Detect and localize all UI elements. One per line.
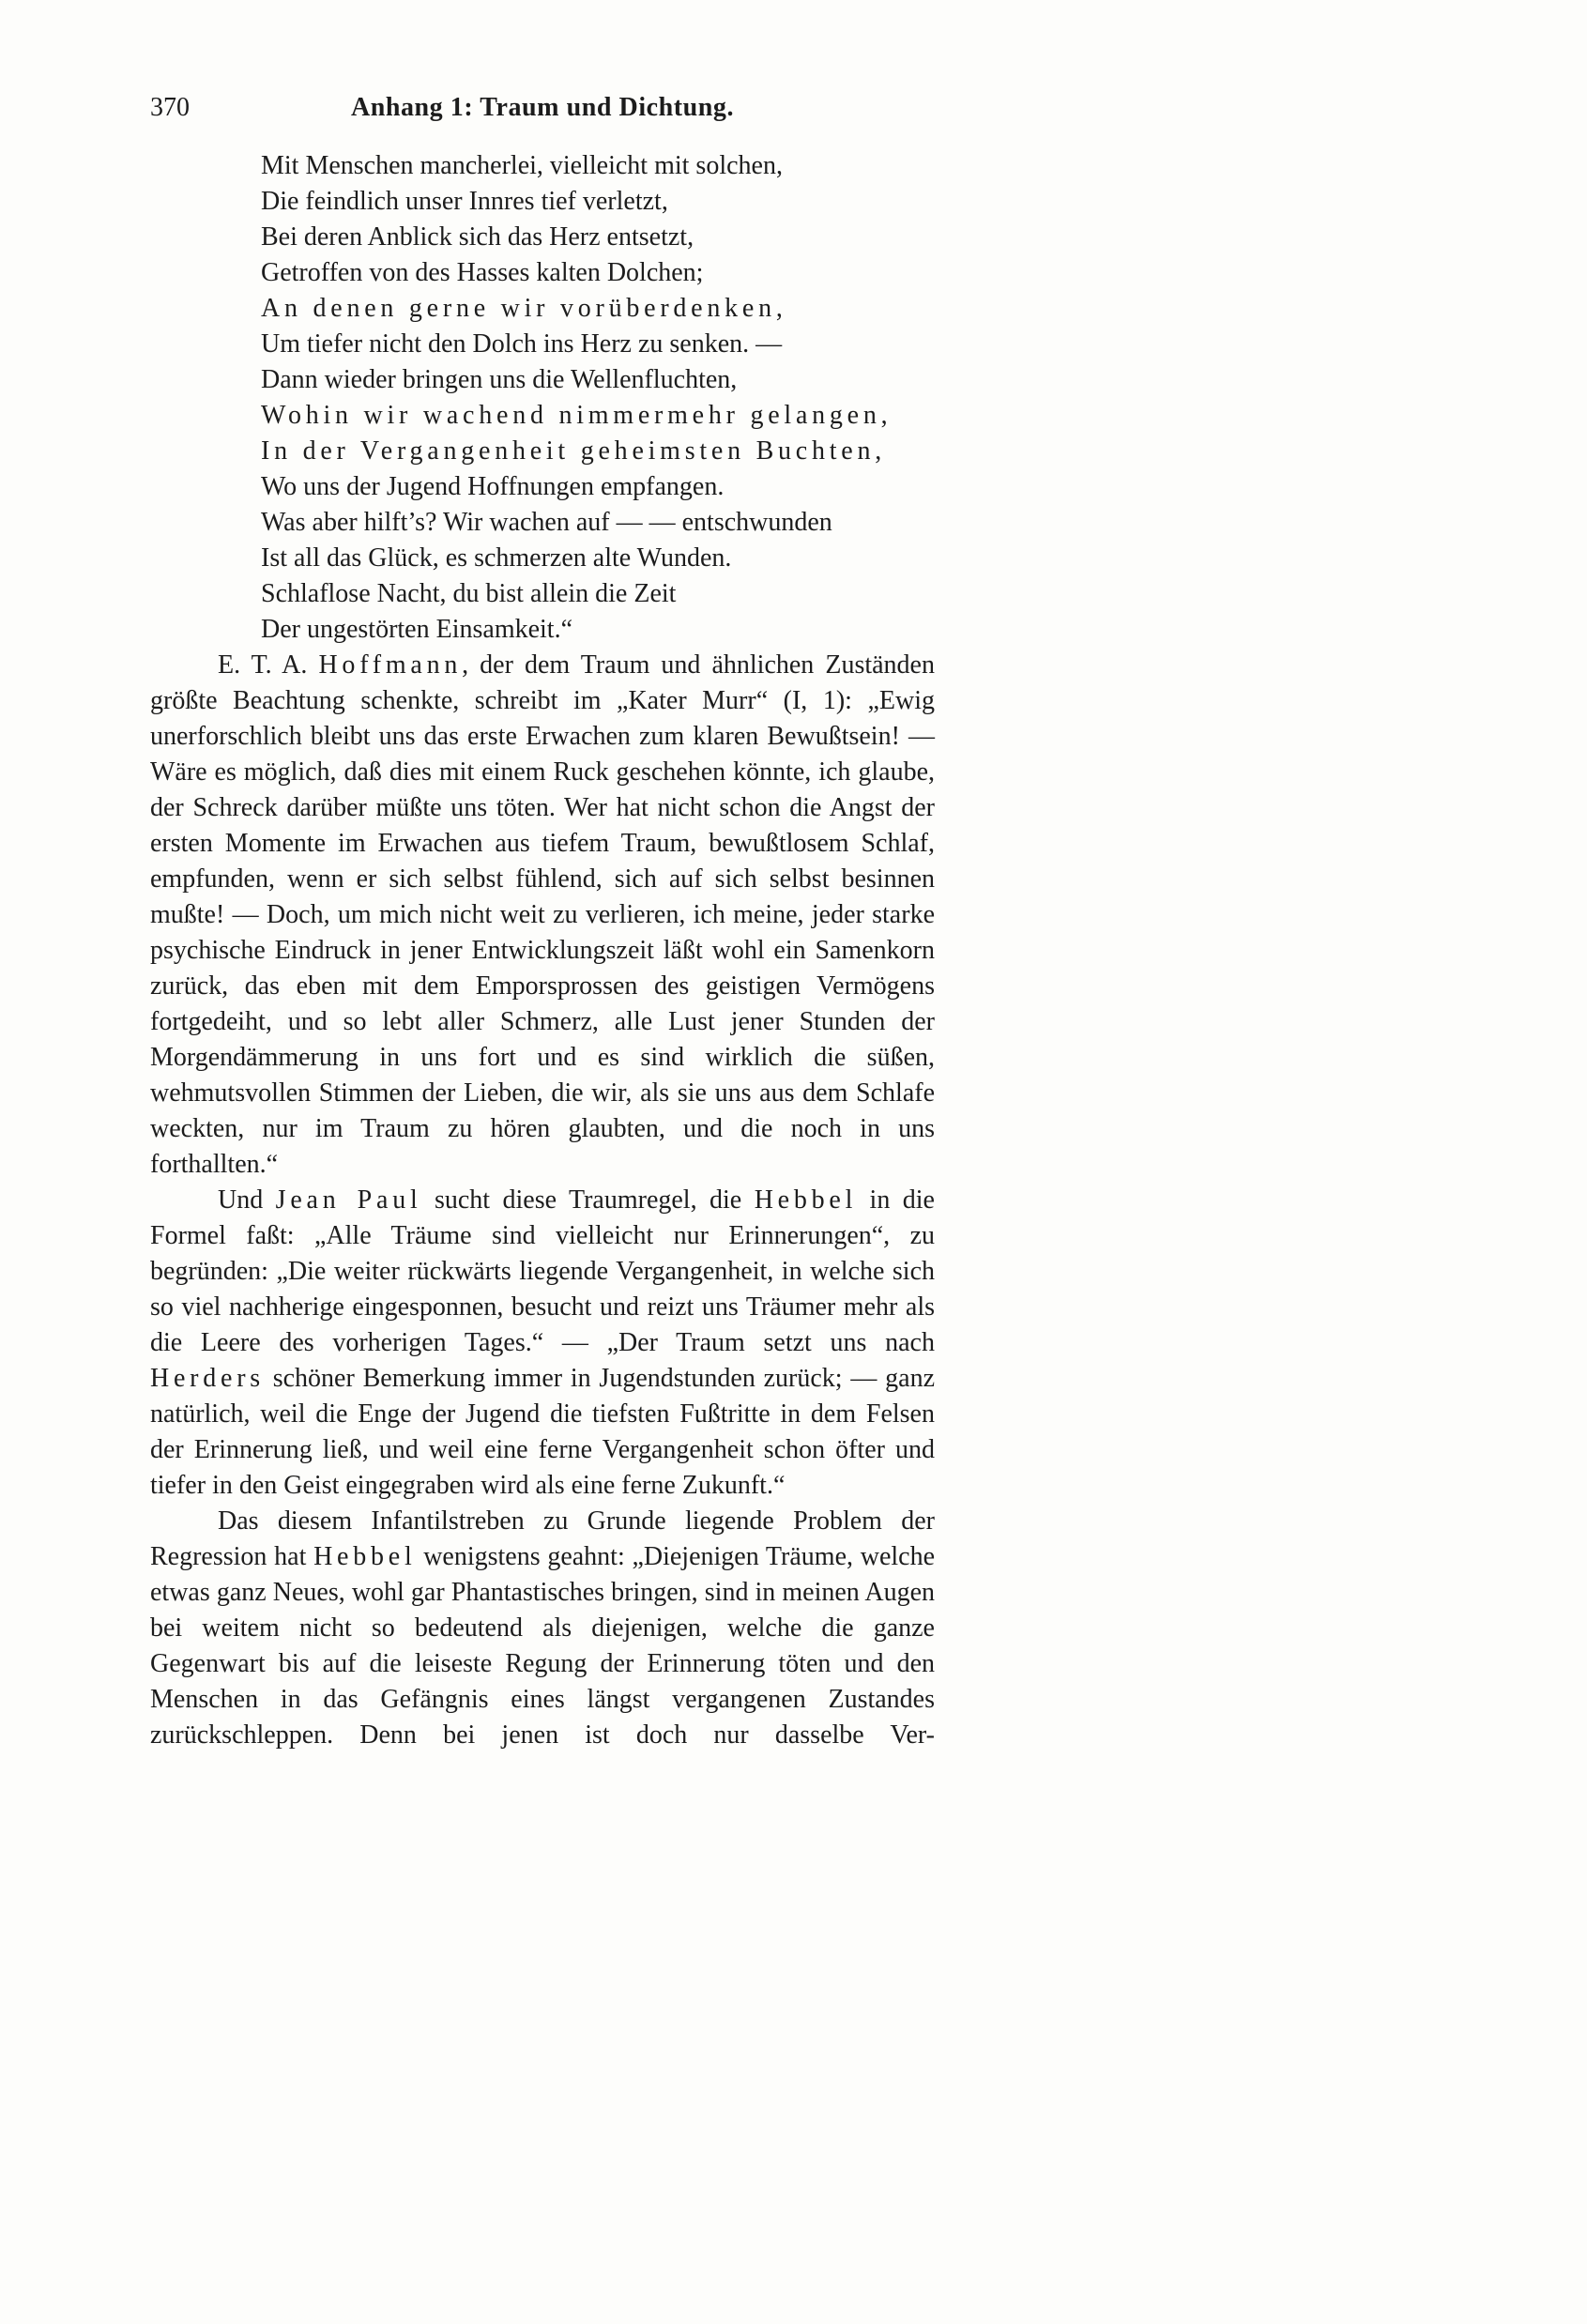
paragraph-text: , der dem Traum und ähnlichen Zuständen größte Beachtung schenkte, schreibt im „Kater Murr“ (I, 1): „Ewig unerforschlich bleibt uns das erste Erwachen zum klaren Bewußtsein! — Wäre es möglich, daß dies mit einem Ruck geschehen könnte, ich glaube, der Schreck darüber müßte uns töten. Wer hat nicht schon die Angst der ersten Momente im Erwachen aus tiefem Traum, bewußtlosem Schlaf, empfunden, wenn er sich selbst fühlend, sich auf sich selbst besinnen mußte! — Doch, um mich nicht weit zu verlieren, ich meine, jeder starke psychische Eindruck in jener Entwicklungszeit läßt wohl ein Samenkorn zurück, das eben mit dem Emporsprossen des geistigen Vermögens fortgedeiht, und so lebt aller Schmerz, alle Lust jener Stunden der Morgendämmerung in uns fort und es sind wirklich die süßen, wehmutsvollen Stimmen der Lieben, die wir, als sie uns aus dem Schlafe weckten, nur im Traum zu hören glaubten, und die noch in uns forthallten.“	[150, 650, 935, 1179]
poem-line: Getroffen von des Hasses kalten Dolchen;	[261, 258, 704, 287]
paragraph-text: Und	[218, 1185, 276, 1215]
text-block	[150, 90, 935, 1753]
running-title: Anhang 1: Traum und Dichtung.	[350, 93, 735, 122]
poem-line: Bei deren Anblick sich das Herz entsetzt,	[261, 222, 694, 252]
paragraph-text: schöner Bemerkung immer in Jugendstunden zurück; — ganz natürlich, weil die Enge der Jugend die tiefsten Fußtritte in dem Felsen der Erinnerung ließ, und weil eine ferne Vergangenheit schon öfter und tiefer in den Geist eingegraben wird als eine ferne Zukunft.“	[150, 1364, 935, 1500]
emphasized-name: Hebbel	[754, 1185, 858, 1215]
poem-line: Mit Menschen mancherlei, vielleicht mit solchen,	[261, 151, 783, 180]
emphasized-name: Jean Paul	[275, 1185, 422, 1215]
emphasized-name: Herders	[150, 1364, 265, 1393]
paragraph-text: sucht diese Traumregel, die	[421, 1185, 755, 1215]
emphasized-name: Hoffmann	[318, 650, 463, 680]
poem-block	[261, 148, 935, 648]
page-header	[150, 90, 935, 126]
body-paragraphs	[150, 648, 935, 1753]
paragraph	[150, 1183, 935, 1504]
paragraph-text: Das diesem Infantilstreben zu Grunde liegende Problem der Regression hat	[150, 1506, 935, 1571]
paragraph	[150, 1504, 935, 1753]
poem-line: Um tiefer nicht den Dolch ins Herz zu senken. —	[261, 329, 783, 359]
paragraph-text: E. T. A.	[218, 650, 319, 680]
poem-line: Ist all das Glück, es schmerzen alte Wunden.	[261, 543, 732, 573]
emphasized-name: Hebbel	[313, 1542, 417, 1571]
paragraph-text: wenigstens geahnt: „Diejenigen Träume, welche etwas ganz Neues, wohl gar Phantastisches bringen, sind in meinen Augen bei weitem nicht so bedeutend als diejenigen, welche die ganze Gegenwart bis auf die leiseste Regung der Erinnerung töten und den Menschen in das Gefängnis eines längst vergangenen Zustandes zurückschleppen. Denn bei jenen ist doch nur dasselbe Ver-	[150, 1542, 936, 1750]
poem-line: In der Vergangenheit geheimsten Buchten,	[261, 436, 887, 466]
poem-line: Was aber hilft’s? Wir wachen auf — — entschwunden	[261, 508, 832, 537]
poem-line: Wohin wir wachend nimmermehr gelangen,	[261, 401, 893, 430]
poem-line: Wo uns der Jugend Hoffnungen empfangen.	[261, 472, 725, 501]
poem-line: Die feindlich unser Innres tief verletzt,	[261, 187, 668, 216]
paragraph	[150, 648, 935, 1183]
paragraph-text: in die Formel faßt: „Alle Träume sind vielleicht nur Erinnerungen“, zu begründen: „Die weiter rückwärts liegende Vergangenheit, in welche sich so viel nachherige eingesponnen, besucht und reizt uns Träumer mehr als die Leere des vorherigen Tages.“ — „Der Traum setzt uns nach	[150, 1185, 935, 1357]
poem-line: Dann wieder bringen uns die Wellenfluchten,	[261, 365, 738, 394]
poem-line: An denen gerne wir vorüberdenken,	[261, 294, 787, 323]
page-number: 370	[150, 93, 190, 122]
poem-line: Schlaflose Nacht, du bist allein die Zeit	[261, 579, 677, 608]
poem-line: Der ungestörten Einsamkeit.“	[261, 615, 573, 644]
